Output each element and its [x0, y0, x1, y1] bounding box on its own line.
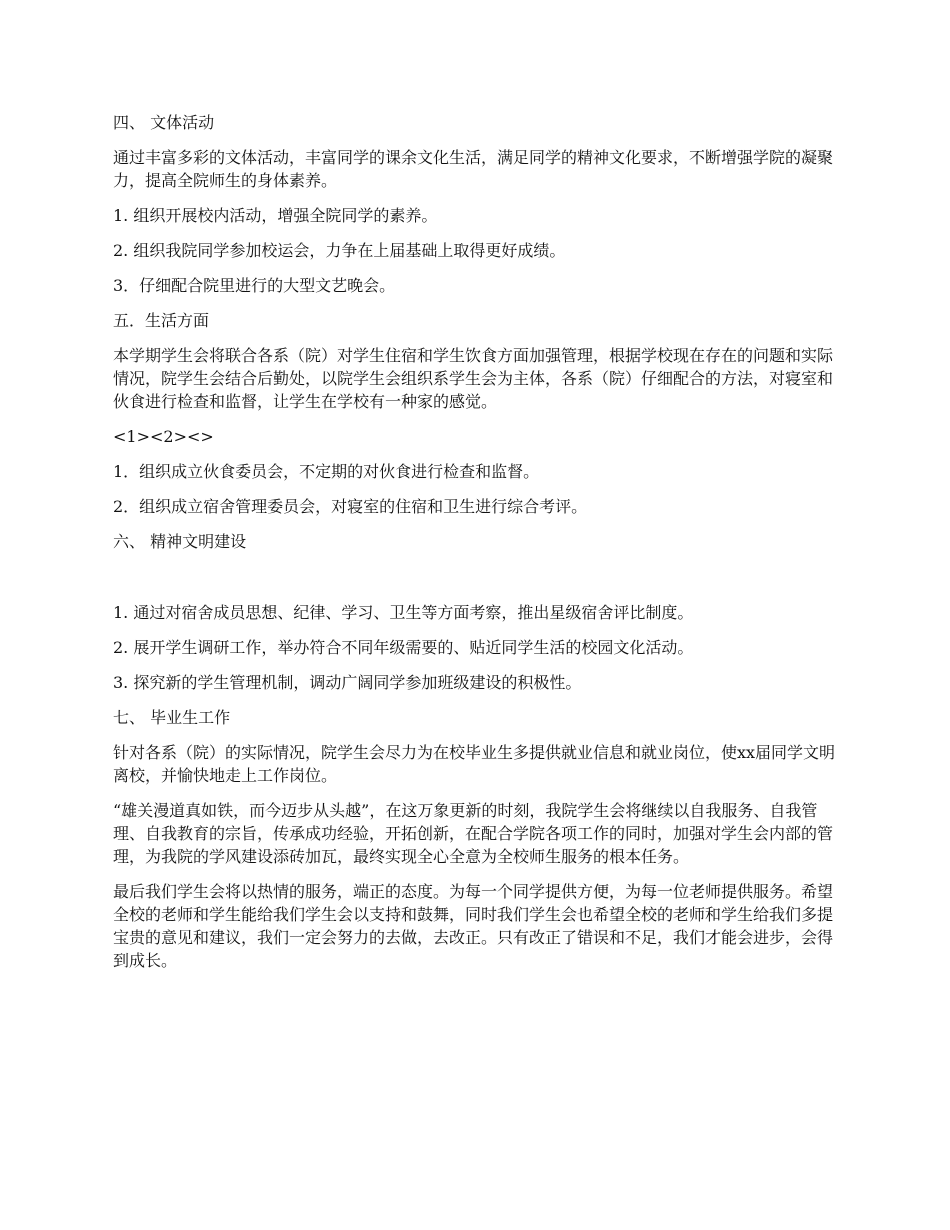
section-heading-5: 五．生活方面 [113, 311, 210, 330]
list-item: 2. 展开学生调研工作，举办符合不同年级需要的、贴近同学生活的校园文化活动。 [113, 638, 694, 657]
paragraph: 本学期学生会将联合各系（院）对学生住宿和学生饮食方面加强管理，根据学校现在存在的问题和实际情况，院学生会结合后勤处，以院学生会组织系学生会为主体，各系（院）仔细配合的方法，对寝室和伙食进行检查和监督，让学生在学校有一种家的感觉。 [113, 346, 834, 411]
list-item: 2. 组织我院同学参加校运会，力争在上届基础上取得更好成绩。 [113, 241, 566, 260]
paragraph: 通过丰富多彩的文体活动，丰富同学的课余文化生活，满足同学的精神文化要求，不断增强学院的凝聚力，提高全院师生的身体素养。 [113, 148, 834, 190]
list-item: 1．组织成立伙食委员会，不定期的对伙食进行检查和监督。 [113, 462, 540, 481]
list-item: 3. 探究新的学生管理机制，调动广阔同学参加班级建设的积极性。 [113, 673, 582, 692]
paragraph: 针对各系（院）的实际情况，院学生会尽力为在校毕业生多提供就业信息和就业岗位，使xx届同学文明离校，并愉快地走上工作岗位。 [113, 743, 836, 785]
section-heading-6: 六、 精神文明建设 [113, 532, 247, 551]
paragraph: “雄关漫道真如铁，而今迈步从头越”，在这万象更新的时刻，我院学生会将继续以自我服务、自我管理、自我教育的宗旨，传承成功经验，开拓创新，在配合学院各项工作的同时，加强对学生会内部的管理，为我院的学风建设添砖加瓦，最终实现全心全意为全校师生服务的根本任务。 [113, 801, 834, 866]
list-item: 1. 组织开展校内活动，增强全院同学的素养。 [113, 206, 438, 225]
list-item: 1. 通过对宿舍成员思想、纪律、学习、卫生等方面考察，推出星级宿舍评比制度。 [113, 603, 694, 622]
section-heading-4: 四、 文体活动 [113, 113, 215, 132]
list-item: 3．仔细配合院里进行的大型文艺晚会。 [113, 276, 396, 295]
list-item: 2．组织成立宿舍管理委员会，对寝室的住宿和卫生进行综合考评。 [113, 497, 588, 516]
paragraph-marker: <1><2><> [113, 427, 214, 446]
blank-space [113, 565, 840, 601]
section-heading-7: 七、 毕业生工作 [113, 708, 231, 727]
paragraph: 最后我们学生会将以热情的服务，端正的态度。为每一个同学提供方便，为每一位老师提供服务。希望全校的老师和学生能给我们学生会以支持和鼓舞，同时我们学生会也希望全校的老师和学生给我们多提宝贵的意见和建议，我们一定会努力的去做，去改正。只有改正了错误和不足，我们才能会进步，会得到成长。 [113, 882, 834, 970]
